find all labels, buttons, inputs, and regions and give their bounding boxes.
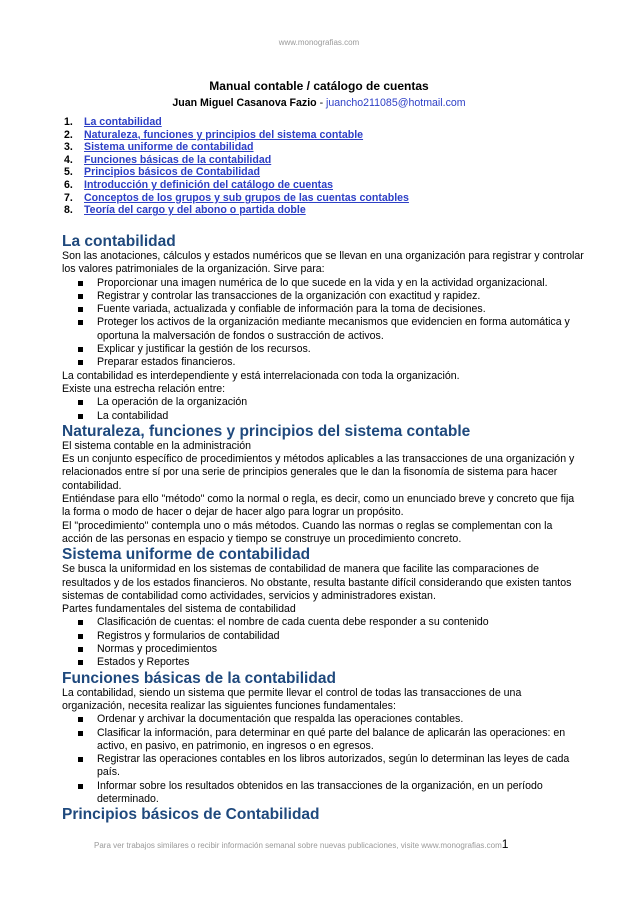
- toc-link[interactable]: La contabilidad: [84, 116, 162, 128]
- toc-item: [64, 129, 409, 142]
- footer-text: Para ver trabajos similares o recibir información semanal sobre nuevas publicaciones, visite www.monografias.com: [94, 841, 502, 850]
- author-separator: -: [316, 97, 327, 109]
- list-item: Fuente variada, actualizada y confiable de información para la toma de decisiones.: [62, 303, 584, 316]
- paragraph: La contabilidad, siendo un sistema que permite llevar el control de todas las transacciones de una organización, necesita realizar las siguientes funciones fundamentales:: [62, 686, 522, 712]
- section-heading-funciones: Funciones básicas de la contabilidad: [62, 669, 336, 687]
- author-line: [0, 96, 638, 110]
- list-item: Clasificación de cuentas: el nombre de cada cuenta debe responder a su contenido: [62, 616, 584, 629]
- toc-link[interactable]: Teoría del cargo y del abono o partida doble: [84, 204, 306, 217]
- toc-item: [64, 154, 409, 167]
- toc-link[interactable]: Funciones básicas de la contabilidad: [84, 153, 272, 166]
- document-body: [62, 233, 584, 823]
- list-item: Registrar las operaciones contables en los libros autorizados, según lo determinan las leyes de cada país.: [62, 753, 584, 780]
- toc-link[interactable]: Conceptos de los grupos y sub grupos de las cuentas contables: [84, 191, 409, 204]
- author-email-link[interactable]: juancho211085@hotmail.com: [326, 97, 466, 109]
- list-item: Registrar y controlar las transacciones de la organización con exactitud y rapidez.: [62, 290, 584, 303]
- list-item: Registros y formularios de contabilidad: [62, 630, 584, 643]
- paragraph: El "procedimiento" contempla uno o más métodos. Cuando las normas o reglas se complementan con la acción de las personas en espacio y tiempo se construye un procedimiento concreto.: [62, 519, 553, 545]
- list-item: Normas y procedimientos: [62, 643, 584, 656]
- toc-number: 7.: [64, 191, 73, 204]
- list-item: Proporcionar una imagen numérica de lo que sucede en la vida y en la actividad organizacional.: [62, 277, 584, 290]
- page-footer: [94, 838, 564, 852]
- toc-number: 8.: [64, 204, 73, 217]
- document-title: Manual contable / catálogo de cuentas: [209, 79, 429, 93]
- list-item: Clasificar la información, para determinar en qué parte del balance de aplicarán las operaciones: en activo, en pasivo, en patrimonio, en ingresos o en egresos.: [62, 727, 584, 754]
- list-item: La contabilidad: [62, 410, 584, 423]
- section-heading-contabilidad: La contabilidad: [62, 233, 176, 250]
- toc-number: 5.: [64, 166, 73, 179]
- toc-item: [64, 192, 409, 205]
- toc-item: [64, 204, 409, 217]
- paragraph: El sistema contable en la administración: [62, 439, 252, 452]
- toc-number: 6.: [64, 178, 73, 191]
- toc-link[interactable]: Naturaleza, funciones y principios del sistema contable: [84, 128, 364, 141]
- toc-number: 2.: [64, 128, 73, 141]
- toc-link[interactable]: Principios básicos de Contabilidad: [84, 166, 261, 179]
- section-heading-principios: Principios básicos de Contabilidad: [62, 806, 320, 824]
- section-heading-naturaleza: Naturaleza, funciones y principios del sistema contable: [62, 422, 471, 440]
- paragraph: Son las anotaciones, cálculos y estados numéricos que se llevan en una organización para registrar y controlar los valores patrimoniales de la organización. Sirve para:: [62, 250, 584, 276]
- list-item: Preparar estados financieros.: [62, 356, 584, 369]
- table-of-contents: [64, 116, 409, 217]
- paragraph: Partes fundamentales del sistema de contabilidad: [62, 603, 296, 616]
- page-number: 1: [501, 837, 509, 851]
- toc-item: [64, 179, 409, 192]
- bullet-list: [62, 277, 584, 370]
- list-item: Informar sobre los resultados obtenidos en las transacciones de la organización, en un período determinado.: [62, 780, 584, 807]
- toc-number: 4.: [64, 153, 73, 166]
- toc-number: 3.: [64, 141, 73, 154]
- toc-link[interactable]: Sistema uniforme de contabilidad: [84, 141, 254, 154]
- paragraph: Se busca la uniformidad en los sistemas de contabilidad de manera que facilite las comparaciones de resultados y de los estados financieros. No obstante, resulta bastante difícil considerando que existen tantos sistemas de contabilidad como actividades, servicios y administradores existan.: [62, 563, 572, 602]
- bullet-list: [62, 616, 584, 669]
- toc-link[interactable]: Introducción y definición del catálogo de cuentas: [84, 178, 333, 191]
- section-heading-sistema-uniforme: Sistema uniforme de contabilidad: [62, 546, 311, 564]
- paragraph: Entiéndase para ello "método" como la normal o regla, es decir, como un enunciado breve y concreto que fija la forma o modo de hacer o dejar de hacer algo para lograr un propósito.: [62, 493, 575, 519]
- list-item: La operación de la organización: [62, 396, 584, 409]
- toc-item: [64, 166, 409, 179]
- paragraph: Existe una estrecha relación entre:: [62, 382, 226, 395]
- bullet-list: [62, 396, 584, 423]
- list-item: Proteger los activos de la organización mediante mecanismos que evidencien en forma automática y oportuna la malversación de fondos o sustracción de activos.: [62, 316, 584, 343]
- title-block: [0, 78, 638, 110]
- toc-item: [64, 141, 409, 154]
- toc-number: 1.: [64, 116, 73, 128]
- list-item: Ordenar y archivar la documentación que respalda las operaciones contables.: [62, 713, 584, 726]
- paragraph: Es un conjunto específico de procedimientos y métodos aplicables a las transacciones de una organización y relacionados entre sí por una serie de principios generales que le dan la fisonomía de sistema para hacer contabilidad.: [62, 453, 575, 492]
- paragraph: La contabilidad es interdependiente y está interrelacionada con toda la organización.: [62, 369, 460, 382]
- list-item: Estados y Reportes: [62, 656, 584, 669]
- toc-item: [64, 116, 409, 129]
- list-item: Explicar y justificar la gestión de los recursos.: [62, 343, 584, 356]
- author-name: Juan Miguel Casanova Fazio: [172, 97, 317, 109]
- header-watermark: www.monografias.com: [278, 38, 360, 47]
- bullet-list: [62, 713, 584, 806]
